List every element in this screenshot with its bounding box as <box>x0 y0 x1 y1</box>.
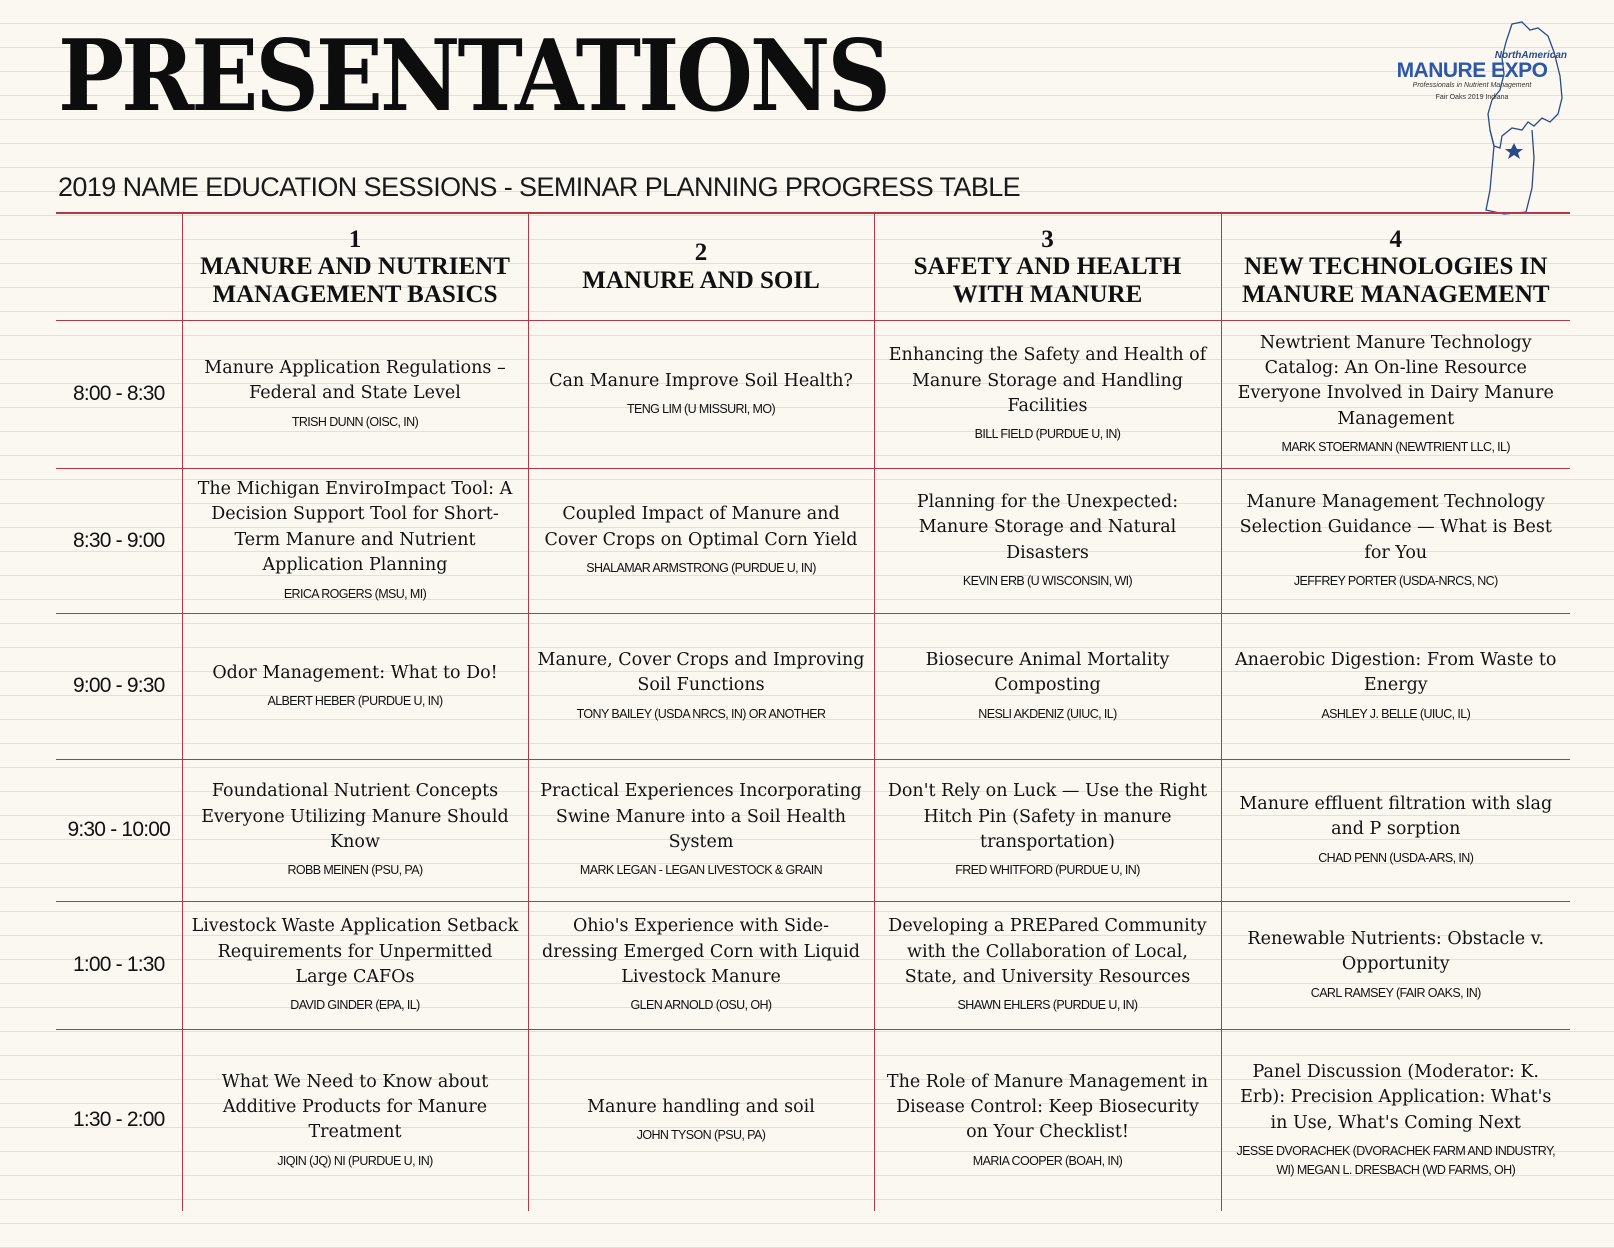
session-title: Enhancing the Safety and Health of Manure Storage and Handling Facilities <box>888 345 1207 416</box>
column-name: MANURE AND SOIL <box>582 266 820 294</box>
session-cell <box>528 1029 874 1211</box>
sessions-table <box>56 212 1570 1211</box>
session-title: Panel Discussion (Moderator: K. Erb): Precision Application: What's in Use, What's Coming Next <box>1240 1061 1552 1133</box>
session-cell <box>182 1029 528 1211</box>
column-header <box>528 213 874 320</box>
session-cell <box>528 320 874 468</box>
session-cell <box>528 613 874 759</box>
session-title: Manure handling and soil <box>587 1096 815 1117</box>
session-speaker: JIQIN (JQ) NI (PURDUE U, IN) <box>277 1153 433 1168</box>
session-cell <box>874 320 1221 468</box>
session-speaker: JEFFREY PORTER (USDA-NRCS, NC) <box>1293 573 1498 588</box>
session-title: Practical Experiences Incorporating Swine Manure into a Soil Health System <box>540 781 862 852</box>
session-title: Manure Application Regulations – Federal and State Level <box>204 357 506 404</box>
session-cell <box>1221 759 1570 901</box>
session-speaker: BILL FIELD (PURDUE U, IN) <box>974 427 1121 442</box>
session-cell <box>1221 901 1570 1029</box>
column-number: 3 <box>1041 225 1054 253</box>
column-name: MANURE AND NUTRIENT MANAGEMENT BASICS <box>200 253 510 308</box>
session-cell <box>874 901 1221 1029</box>
session-cell <box>528 759 874 901</box>
session-speaker: ALBERT HEBER (PURDUE U, IN) <box>267 694 443 708</box>
column-name: NEW TECHNOLOGIES IN MANURE MANAGEMENT <box>1241 253 1550 308</box>
session-speaker: CHAD PENN (USDA-ARS, IN) <box>1318 850 1474 865</box>
manure-expo-logo <box>1362 18 1602 218</box>
session-cell <box>1221 1029 1570 1211</box>
session-cell <box>528 901 874 1029</box>
column-header <box>182 213 528 320</box>
session-title: Odor Management: What to Do! <box>212 662 498 683</box>
time-header-cell <box>56 213 182 320</box>
session-speaker: FRED WHITFORD (PURDUE U, IN) <box>955 863 1140 878</box>
session-speaker: ERICA ROGERS (MSU, MI) <box>283 586 427 601</box>
session-cell <box>1221 468 1570 613</box>
session-title: Manure effluent filtration with slag and P sorption <box>1239 793 1553 840</box>
session-title: Manure Management Technology Selection Guidance — What is Best for You <box>1239 491 1552 563</box>
column-header <box>874 213 1221 320</box>
table-row <box>56 320 1570 468</box>
logo-text-manure-expo: MANURE EXPO <box>1396 59 1548 82</box>
session-title: Renewable Nutrients: Obstacle v. Opportunity <box>1247 928 1545 975</box>
session-speaker: TRISH DUNN (OISC, IN) <box>291 414 419 429</box>
time-slot: 1:00 - 1:30 <box>56 901 182 1029</box>
session-title: Can Manure Improve Soil Health? <box>549 370 853 391</box>
logo-text-northamerican: NorthAmerican <box>1494 50 1567 61</box>
session-cell <box>182 901 528 1029</box>
logo-text-location: Fair Oaks 2019 Indiana <box>1435 94 1509 101</box>
session-speaker: KEVIN ERB (U WISCONSIN, WI) <box>962 573 1133 588</box>
table-header-row <box>56 213 1570 320</box>
session-speaker: JOHN TYSON (PSU, PA) <box>636 1128 766 1143</box>
session-cell <box>874 1029 1221 1211</box>
session-speaker: GLEN ARNOLD (OSU, OH) <box>630 998 772 1013</box>
session-title: Don't Rely on Luck — Use the Right Hitch Pin (Safety in manure transportation) <box>887 781 1208 852</box>
time-slot: 8:00 - 8:30 <box>56 320 182 468</box>
table-row <box>56 1029 1570 1211</box>
session-title: The Role of Manure Management in Disease Control: Keep Biosecurity on Your Checklist! <box>886 1071 1209 1143</box>
session-speaker: ASHLEY J. BELLE (UIUC, IL) <box>1321 706 1471 721</box>
table-row <box>56 468 1570 613</box>
session-title: Biosecure Animal Mortality Composting <box>925 649 1170 696</box>
session-speaker: DAVID GINDER (EPA, IL) <box>290 998 420 1013</box>
session-speaker: MARK STOERMANN (NEWTRIENT LLC, IL) <box>1281 440 1510 455</box>
session-cell <box>182 468 528 613</box>
time-slot: 1:30 - 2:00 <box>56 1029 182 1211</box>
session-title: Developing a PREPared Community with the Collaboration of Local, State, and University Resources <box>888 916 1207 987</box>
session-cell <box>528 468 874 613</box>
session-title: What We Need to Know about Additive Products for Manure Treatment <box>221 1071 489 1143</box>
session-speaker: TENG LIM (U MISSURI, MO) <box>626 402 776 416</box>
page-subtitle: 2019 NAME EDUCATION SESSIONS - SEMINAR PLANNING PROGRESS TABLE <box>58 172 1021 202</box>
session-speaker: SHAWN EHLERS (PURDUE U, IN) <box>957 998 1138 1013</box>
session-title: The Michigan EnviroImpact Tool: A Decision Support Tool for Short-Term Manure and Nutrient Application Planning <box>197 479 513 576</box>
table-row <box>56 759 1570 901</box>
session-cell <box>874 468 1221 613</box>
time-slot: 9:30 - 10:00 <box>56 759 182 901</box>
session-speaker: CARL RAMSEY (FAIR OAKS, IN) <box>1310 985 1481 1000</box>
session-title: Manure, Cover Crops and Improving Soil Functions <box>537 649 865 696</box>
table-row <box>56 613 1570 759</box>
session-speaker: NESLI AKDENIZ (UIUC, IL) <box>978 706 1117 721</box>
column-number: 1 <box>348 225 362 253</box>
session-cell <box>1221 320 1570 468</box>
session-cell <box>182 759 528 901</box>
session-cell <box>874 759 1221 901</box>
column-name: SAFETY AND HEALTH WITH MANURE <box>913 253 1182 308</box>
session-speaker: TONY BAILEY (USDA NRCS, IN) OR ANOTHER <box>576 706 826 721</box>
session-title: Ohio's Experience with Side-dressing Emerged Corn with Liquid Livestock Manure <box>542 916 860 987</box>
column-number: 4 <box>1389 225 1402 253</box>
session-title: Livestock Waste Application Setback Requirements for Unpermitted Large CAFOs <box>191 916 519 987</box>
session-speaker: MARIA COOPER (BOAH, IN) <box>972 1153 1123 1168</box>
table-row <box>56 901 1570 1029</box>
session-cell <box>874 613 1221 759</box>
time-slot: 9:00 - 9:30 <box>56 613 182 759</box>
session-title: Coupled Impact of Manure and Cover Crops on Optimal Corn Yield <box>544 504 858 550</box>
session-cell <box>182 320 528 468</box>
logo-text-tagline: Professionals in Nutrient Management <box>1412 82 1532 89</box>
time-slot: 8:30 - 9:00 <box>56 468 182 613</box>
session-title: Newtrient Manure Technology Catalog: An On-line Resource Everyone Involved in Dairy Manure Management <box>1237 332 1554 429</box>
session-cell <box>182 613 528 759</box>
session-title: Anaerobic Digestion: From Waste to Energy <box>1235 649 1557 696</box>
session-title: Foundational Nutrient Concepts Everyone Utilizing Manure Should Know <box>201 781 509 852</box>
session-speaker: MARK LEGAN - LEGAN LIVESTOCK & GRAIN <box>579 863 823 878</box>
session-speaker: JESSE DVORACHEK (DVORACHEK FARM AND INDUSTRY, WI) MEGAN L. DRESBACH (WD FARMS, OH) <box>1236 1143 1555 1178</box>
session-speaker: SHALAMAR ARMSTRONG (PURDUE U, IN) <box>586 561 816 576</box>
session-title: Planning for the Unexpected: Manure Storage and Natural Disasters <box>916 491 1179 563</box>
session-cell <box>1221 613 1570 759</box>
session-speaker: ROBB MEINEN (PSU, PA) <box>287 863 423 878</box>
page-title: PRESENTATIONS <box>58 17 888 134</box>
great-lakes-map-icon <box>1362 18 1602 218</box>
column-number: 2 <box>694 239 708 267</box>
column-header <box>1221 213 1570 320</box>
